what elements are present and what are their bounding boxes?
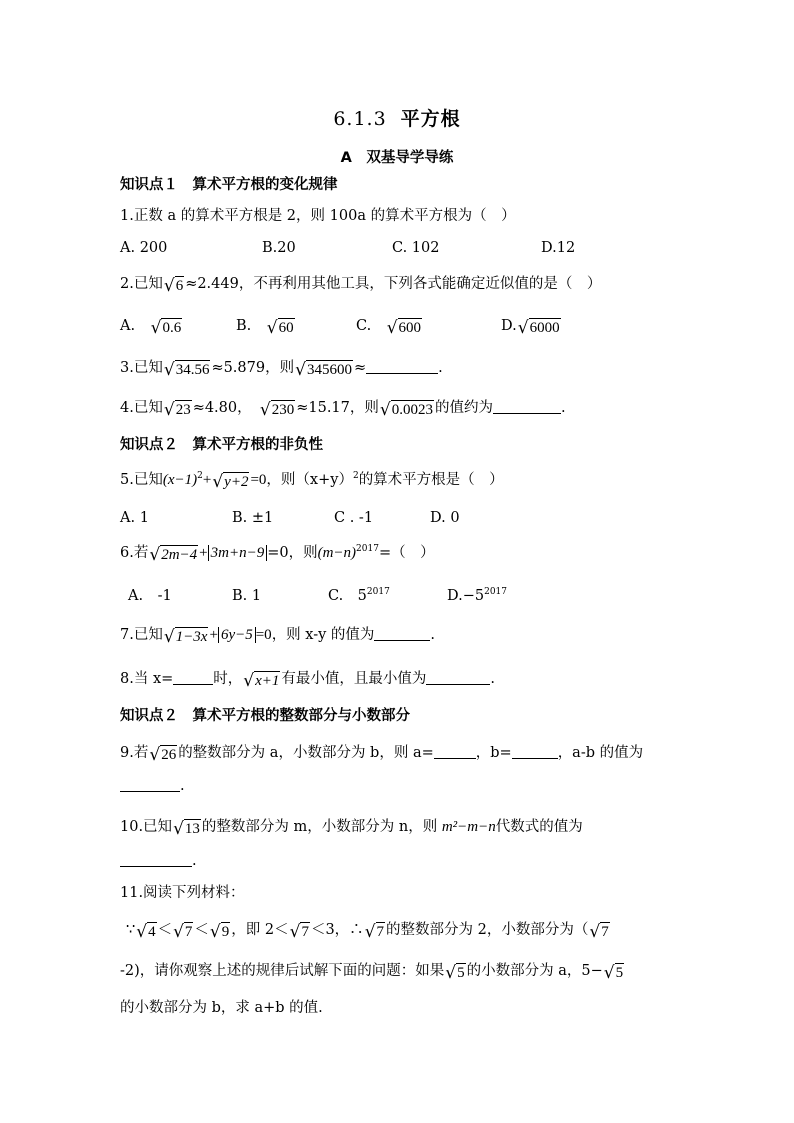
question-11: 11.阅读下列材料： <box>120 885 245 901</box>
answer-blank[interactable] <box>512 744 558 759</box>
knowledge-point-1 <box>120 175 338 195</box>
question-6: 6.若 √ 2m−4 + 3m+n−9 =0，则$(m-n)^{2017}=$（ ） <box>120 544 435 565</box>
question-10: 10.已知 √ 13 的整数部分为 m，小数部分为 n，则 m²−m−n代数式的值为 <box>120 819 583 839</box>
answer-blank[interactable] <box>374 626 430 641</box>
answer-blank[interactable] <box>120 777 180 792</box>
question-1: 1.正数 a 的算术平方根是 2，则 100a 的算术平方根为（ ） <box>120 208 516 224</box>
question-5: 5.已知$(x-1)^2+$ √ y+2 =0，则$(x+y)^2$的算术平方根是（ ） <box>120 471 504 492</box>
q6-option-a: A. -1 <box>128 588 172 604</box>
answer-blank[interactable] <box>366 359 438 374</box>
answer-blank[interactable] <box>426 670 490 685</box>
knowledge-point-3: 知识点２ 算术平方根的整数部分与小数部分 <box>120 708 410 724</box>
q2-prefix: 2.已知 <box>120 276 163 292</box>
q1-option-b: B.20 <box>262 240 296 256</box>
section-a-heading: A 双基导学导练 <box>340 150 454 166</box>
q2-option-d: D. √ 6000 <box>501 318 560 338</box>
q5-option-d: D. 0 <box>430 510 460 526</box>
question-11-material-line-3: 的小数部分为 b，求 a+b 的值. <box>120 1000 323 1016</box>
q6-option-b: B. 1 <box>232 588 262 604</box>
q2-option-c: C. √ 600 <box>356 318 422 338</box>
knowledge-point-2: 知识点２ 算术平方根的非负性 <box>120 437 323 453</box>
title-text: 平方根 <box>400 108 461 130</box>
q1-option-c: C. 102 <box>392 240 440 256</box>
section-number: 6.1.3 <box>333 108 387 130</box>
kp-label: 知识点１ <box>120 177 178 193</box>
question-9-line-2: . <box>120 776 185 796</box>
q6-option-c: C. $5^{2017}$ <box>328 587 390 604</box>
page-title <box>0 104 794 131</box>
question-11-material-line-2: -2)，请你观察上述的规律后试解下面的问题：如果 √ 5 的小数部分为 a，5− √ 5 <box>120 963 624 983</box>
question-2 <box>120 274 601 295</box>
q5-option-c: C . -1 <box>334 510 374 526</box>
kp-title: 算术平方根的变化规律 <box>192 177 338 193</box>
q5-option-a: A. 1 <box>120 510 149 526</box>
question-4: 4.已知 √ 23 ≈4.80， √ 230 ≈15.17，则 √ 0.0023 的值约为 . <box>120 400 566 420</box>
question-7: 7.已知 √ 1−3x + 6y−5 =0，则 x-y 的值为 . <box>120 627 436 647</box>
q2-option-a: A. √ 0.6 <box>120 318 182 338</box>
question-11-material-line-1: ∵ √ 4 ＜ √ 7 ＜ √ 9 ，即 2＜ √ 7 ＜3，∴ √ 7 的整数部分为 2，小数部分为（ √ 7 <box>126 922 609 942</box>
q5-option-b: B. ±1 <box>232 510 274 526</box>
q1-option-d: D.12 <box>541 240 576 256</box>
answer-blank[interactable] <box>173 670 213 685</box>
question-10-line-2: . <box>120 851 197 871</box>
question-9: 9.若 √ 26 的整数部分为 a，小数部分为 b，则 a= ，b= ，a-b 的值为 <box>120 745 644 765</box>
q2-option-b: B. √ 60 <box>236 318 294 338</box>
answer-blank[interactable] <box>120 852 192 867</box>
question-3: 3.已知 √ 34.56 ≈5.879，则 √ 345600 ≈ . <box>120 360 443 380</box>
question-8: 8.当 x= 时， √ x+1 有最小值，且最小值为 . <box>120 671 496 691</box>
answer-blank[interactable] <box>493 399 561 414</box>
answer-blank[interactable] <box>434 744 476 759</box>
q1-option-a: A. 200 <box>120 240 168 256</box>
q6-option-d: $D.-5^{2017}$ <box>447 587 507 604</box>
q2-text: ≈2.449，不再利用其他工具，下列各式能确定近似值的是（ ） <box>185 276 602 292</box>
sqrt-symbol: √ 6 <box>163 276 184 296</box>
